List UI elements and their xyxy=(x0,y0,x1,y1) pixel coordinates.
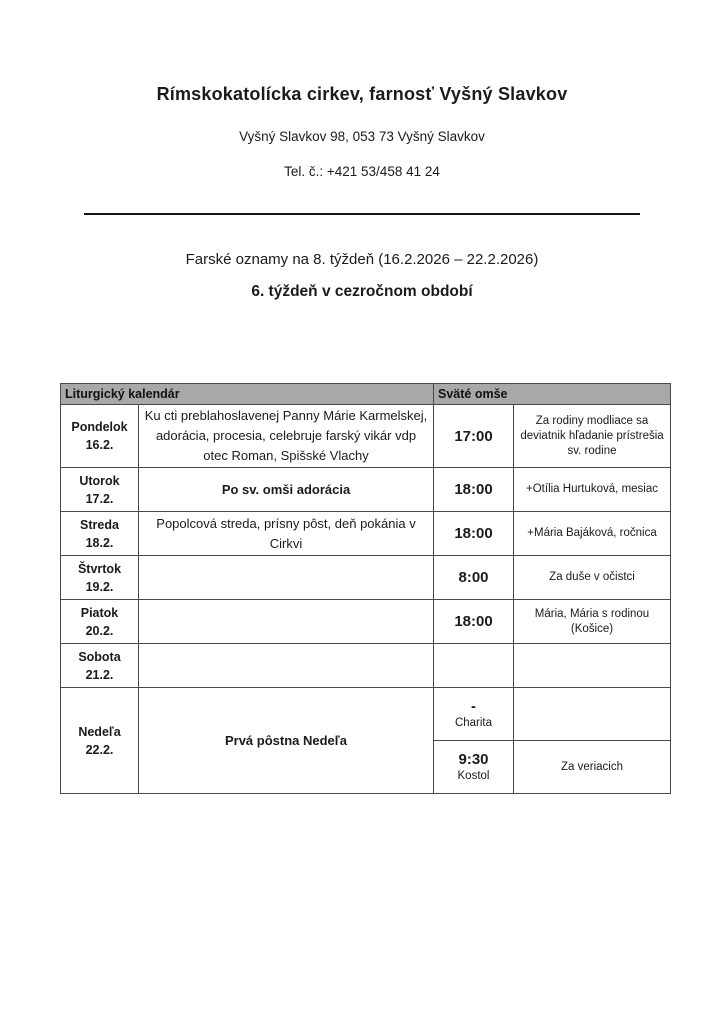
announcement-title: Farské oznamy na 8. týždeň (16.2.2026 – 22.2.2026) xyxy=(185,251,539,268)
day-name: Štvrtok xyxy=(77,561,122,576)
description-cell xyxy=(139,644,434,688)
mass-intention: +Mária Bajáková, ročnica xyxy=(514,512,671,556)
mass-schedule-table xyxy=(60,383,671,794)
mass-intention: Mária, Mária s rodinou (Košice) xyxy=(514,600,671,644)
day-name: Streda xyxy=(80,517,119,532)
day-cell xyxy=(61,512,139,556)
day-date: 16.2. xyxy=(85,438,114,452)
day-date: 21.2. xyxy=(85,667,114,682)
table-row-saturday xyxy=(61,644,671,688)
day-date: 17.2. xyxy=(85,491,114,506)
description-cell xyxy=(139,556,434,600)
church-name: Rímskokatolícka cirkev, farnosť Vyšný Slavkov xyxy=(156,84,568,104)
mass-time: 17:00 xyxy=(434,405,514,468)
description-cell xyxy=(139,600,434,644)
description-cell: Ku cti preblahoslavenej Panny Márie Karmelskej, adorácia, procesia, celebruje farský vikár vdp otec Roman, Spišské Vlachy xyxy=(139,405,434,468)
day-name: Pondelok xyxy=(71,420,128,434)
description-cell: Popolcová streda, prísny pôst, deň pokánia v Cirkvi xyxy=(139,512,434,556)
mass-place: Charita xyxy=(454,716,493,729)
table-header-row xyxy=(61,384,671,405)
table-row-monday xyxy=(61,405,671,468)
day-cell xyxy=(61,644,139,688)
table-row-thursday xyxy=(61,556,671,600)
description-cell: Prvá pôstna Nedeľa xyxy=(139,688,434,794)
day-date: 19.2. xyxy=(85,579,114,594)
day-name: Sobota xyxy=(78,649,121,664)
mass-intention: Za duše v očistci xyxy=(514,556,671,600)
mass-intention xyxy=(514,688,671,741)
column-header-liturgical-calendar: Liturgický kalendár xyxy=(61,384,434,405)
day-name: Nedeľa xyxy=(78,724,121,739)
mass-intention: Za rodiny modliace sa deviatnik hľadanie prístrešia sv. rodine xyxy=(514,405,671,468)
day-cell xyxy=(61,468,139,512)
table-row-sunday xyxy=(61,688,671,741)
mass-time: 18:00 xyxy=(434,468,514,512)
day-date: 22.2. xyxy=(85,742,114,757)
table-row-friday xyxy=(61,600,671,644)
mass-intention: +Otília Hurtuková, mesiac xyxy=(514,468,671,512)
mass-time-charita xyxy=(434,688,514,741)
mass-time: 18:00 xyxy=(434,600,514,644)
mass-time xyxy=(434,644,514,688)
mass-intention xyxy=(514,644,671,688)
day-cell xyxy=(61,688,139,794)
day-cell xyxy=(61,600,139,644)
document-header xyxy=(0,0,724,180)
table-row-wednesday xyxy=(61,512,671,556)
table-row-tuesday xyxy=(61,468,671,512)
mass-place: Kostol xyxy=(457,769,490,782)
church-phone: Tel. č.: +421 53/458 41 24 xyxy=(284,164,440,179)
liturgical-week-title: 6. týždeň v cezročnom období xyxy=(251,283,473,300)
day-date: 18.2. xyxy=(85,535,114,550)
church-address: Vyšný Slavkov 98, 053 73 Vyšný Slavkov xyxy=(239,129,485,144)
day-name: Utorok xyxy=(79,473,120,488)
day-name: Piatok xyxy=(80,605,119,620)
description-cell: Po sv. omši adorácia xyxy=(139,468,434,512)
day-cell xyxy=(61,405,139,468)
horizontal-rule xyxy=(84,213,640,215)
mass-time-kostol xyxy=(434,741,514,794)
day-cell xyxy=(61,556,139,600)
mass-time-value: - xyxy=(471,697,476,715)
mass-time: 18:00 xyxy=(434,512,514,556)
mass-time-value: 9:30 xyxy=(458,750,489,768)
column-header-holy-masses: Sväté omše xyxy=(434,384,671,405)
day-date: 20.2. xyxy=(85,623,114,638)
mass-time: 8:00 xyxy=(434,556,514,600)
mass-intention: Za veriacich xyxy=(514,741,671,794)
